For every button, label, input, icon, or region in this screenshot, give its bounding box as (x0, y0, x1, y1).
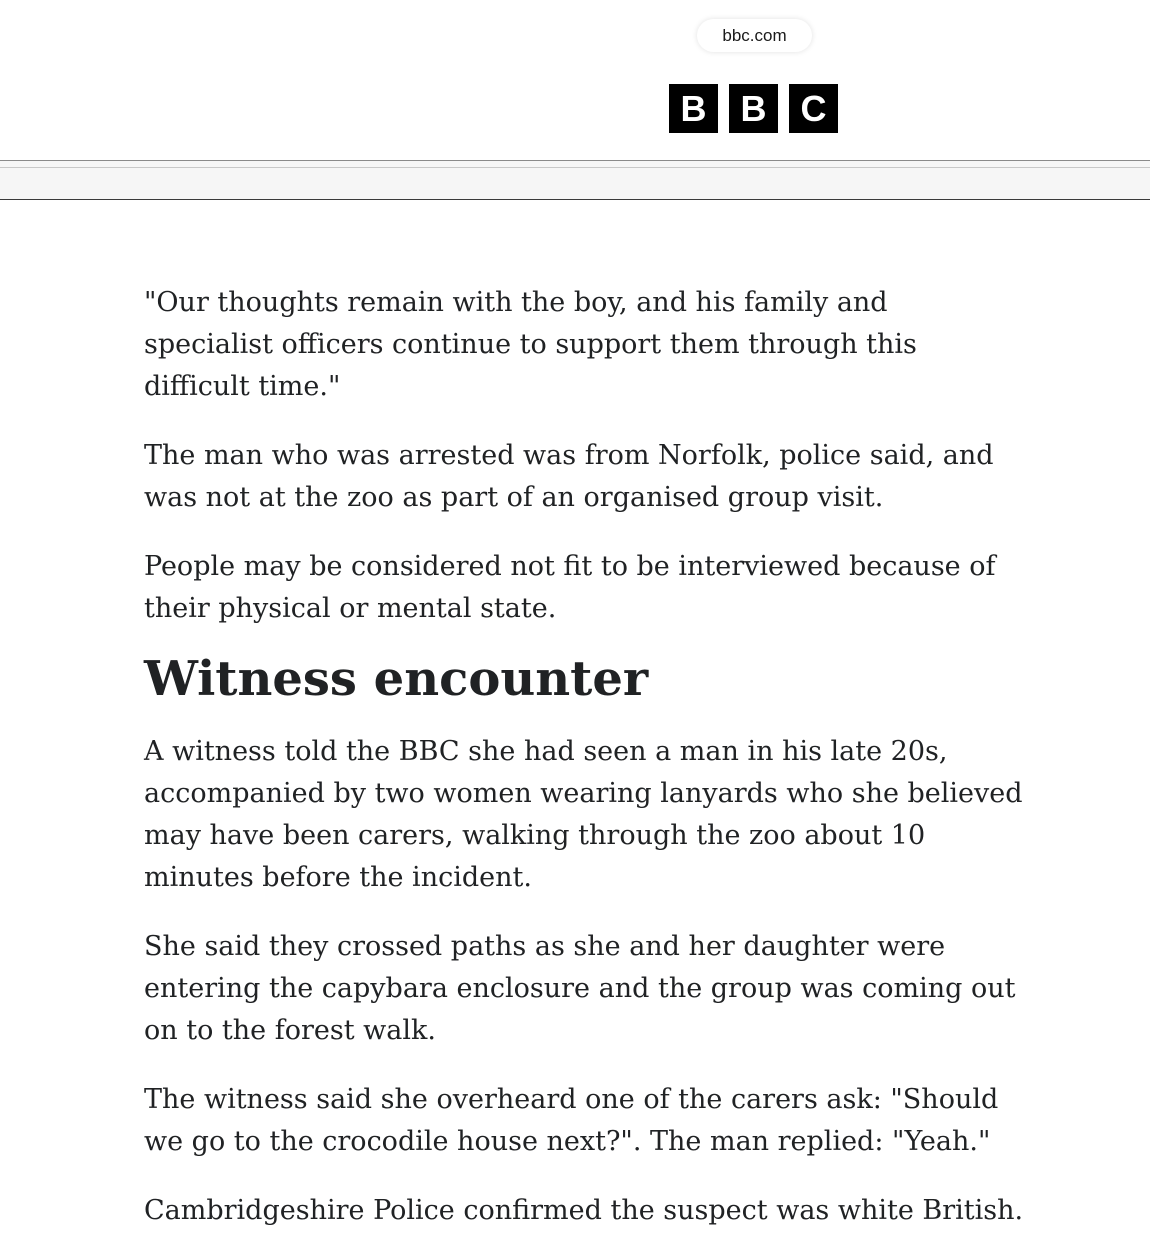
article-paragraph-3: People may be considered not fit to be interviewed because of their physical or mental state. (144, 551, 996, 624)
article-paragraph-7: Cambridgeshire Police confirmed the suspect was white British. (144, 1195, 1024, 1226)
nav-divider (0, 167, 1150, 168)
article-paragraph-5: She said they crossed paths as she and her daughter were entering the capybara enclosure and the group was coming out on to the forest walk. (144, 931, 1016, 1046)
article-paragraph-2: The man who was arrested was from Norfolk, police said, and was not at the zoo as part of an organised group visit. (144, 440, 994, 513)
url-domain-pill[interactable] (697, 19, 812, 52)
article-paragraph-1: "Our thoughts remain with the boy, and his family and specialist officers continue to support them through this difficult time." (144, 287, 917, 402)
article-paragraph-4: A witness told the BBC she had seen a man in his late 20s, accompanied by two women wearing lanyards who she believed may have been carers, walking through the zoo about 10 minutes before the incident. (144, 736, 1023, 893)
site-header (0, 0, 1150, 160)
article-paragraph-6: The witness said she overheard one of the carers ask: "Should we go to the crocodile house next?". The man replied: "Yeah." (144, 1084, 999, 1157)
url-domain-text: bbc.com (722, 25, 787, 45)
section-heading: Witness encounter (144, 651, 649, 707)
navigation-bar (0, 160, 1150, 200)
logo-letter-c: C (789, 84, 838, 133)
logo-letter-b1: B (669, 84, 718, 133)
article-body (144, 282, 1024, 1259)
bbc-logo[interactable] (669, 84, 838, 133)
logo-letter-b2: B (729, 84, 778, 133)
